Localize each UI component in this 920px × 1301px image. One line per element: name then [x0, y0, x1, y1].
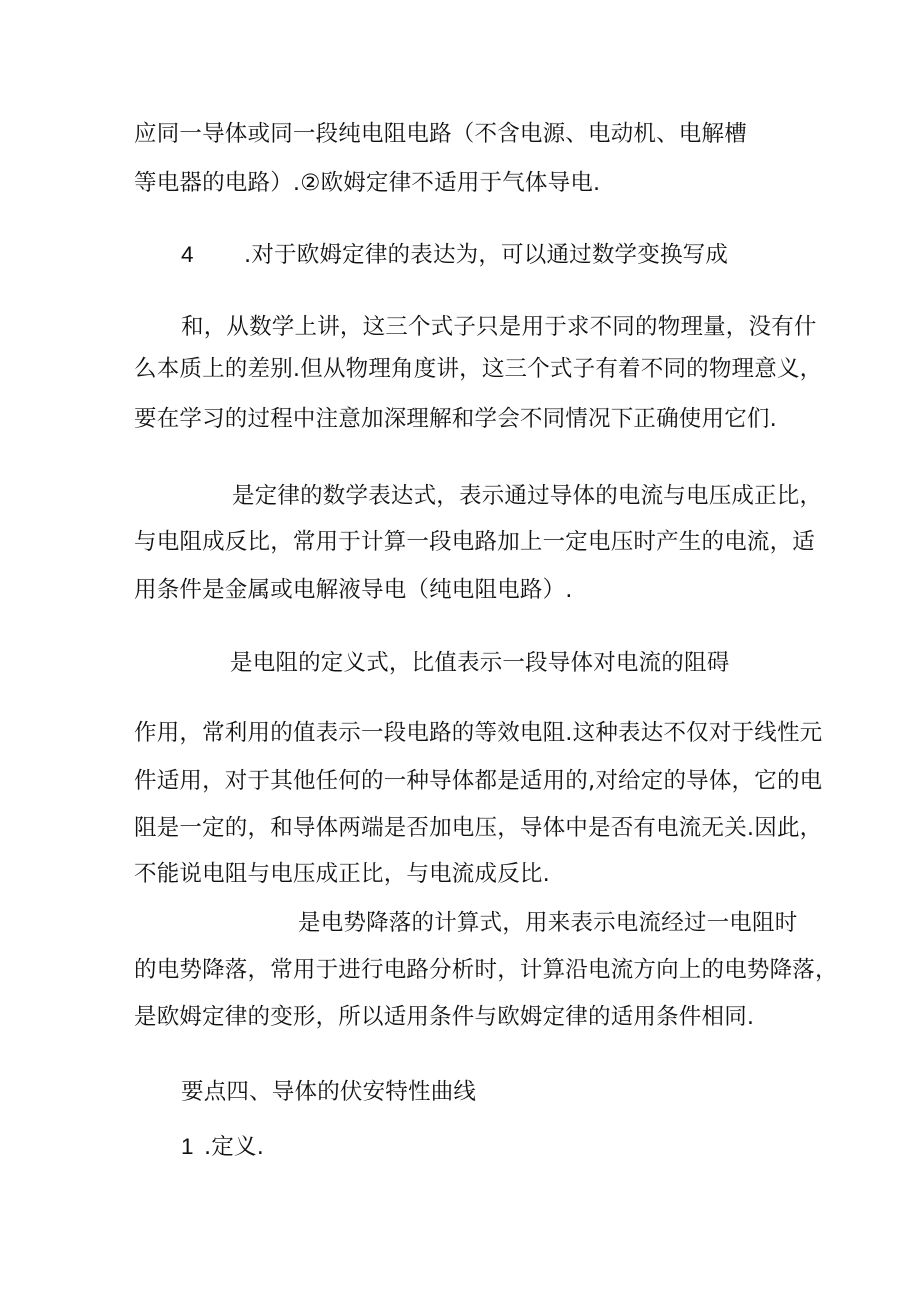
paragraph-3-line-2: 么本质上的差别.但从物理角度讲，这三个式子有着不同的物理意义，	[134, 356, 823, 382]
paragraph-5-line-1: 是电阻的定义式，比值表示一段导体对电流的阻碍	[230, 650, 730, 676]
paragraph-2-text: .对于欧姆定律的表达为，可以通过数学变换写成	[244, 242, 729, 268]
paragraph-6-line-2: 件适用，对于其他任何的一种导体都是适用的,对给定的导体，它的电	[134, 768, 823, 794]
list-number-4: 4	[181, 242, 194, 267]
paragraph-6-line-1: 作用，常利用的值表示一段电路的等效电阻.这种表达不仅对于线性元	[134, 720, 823, 746]
paragraph-1-line-1: 应同一导体或同一段纯电阻电路（不含电源、电动机、电解槽	[134, 121, 747, 147]
paragraph-7-line-1: 是电势降落的计算式，用来表示电流经过一电阻时	[298, 910, 798, 936]
paragraph-4-line-3: 用条件是金属或电解液导电（纯电阻电路）.	[134, 577, 573, 603]
paragraph-3-line-1: 和，从数学上讲，这三个式子只是用于求不同的物理量，没有什	[181, 314, 817, 340]
list-item-definition: .定义.	[204, 1134, 265, 1160]
paragraph-7-line-3: 是欧姆定律的变形，所以适用条件与欧姆定律的适用条件相同.	[134, 1004, 755, 1030]
paragraph-4-line-1: 是定律的数学表达式，表示通过导体的电流与电压成正比，	[232, 483, 823, 509]
paragraph-3-line-3: 要在学习的过程中注意加深理解和学会不同情况下正确使用它们.	[134, 406, 777, 432]
paragraph-6-line-3: 阻是一定的，和导体两端是否加电压，导体中是否有电流无关.因此，	[134, 815, 823, 841]
paragraph-6-line-4: 不能说电阻与电压成正比，与电流成反比.	[134, 861, 550, 887]
list-number-1: 1	[181, 1134, 194, 1159]
paragraph-4-line-2: 与电阻成反比，常用于计算一段电路加上一定电压时产生的电流，适	[134, 529, 816, 555]
paragraph-7-line-2: 的电势降落，常用于进行电路分析时，计算沿电流方向上的电势降落，	[134, 957, 838, 983]
section-heading: 要点四、导体的伏安特性曲线	[181, 1079, 477, 1105]
paragraph-1-line-2: 等电器的电路）.②欧姆定律不适用于气体导电.	[134, 170, 601, 196]
